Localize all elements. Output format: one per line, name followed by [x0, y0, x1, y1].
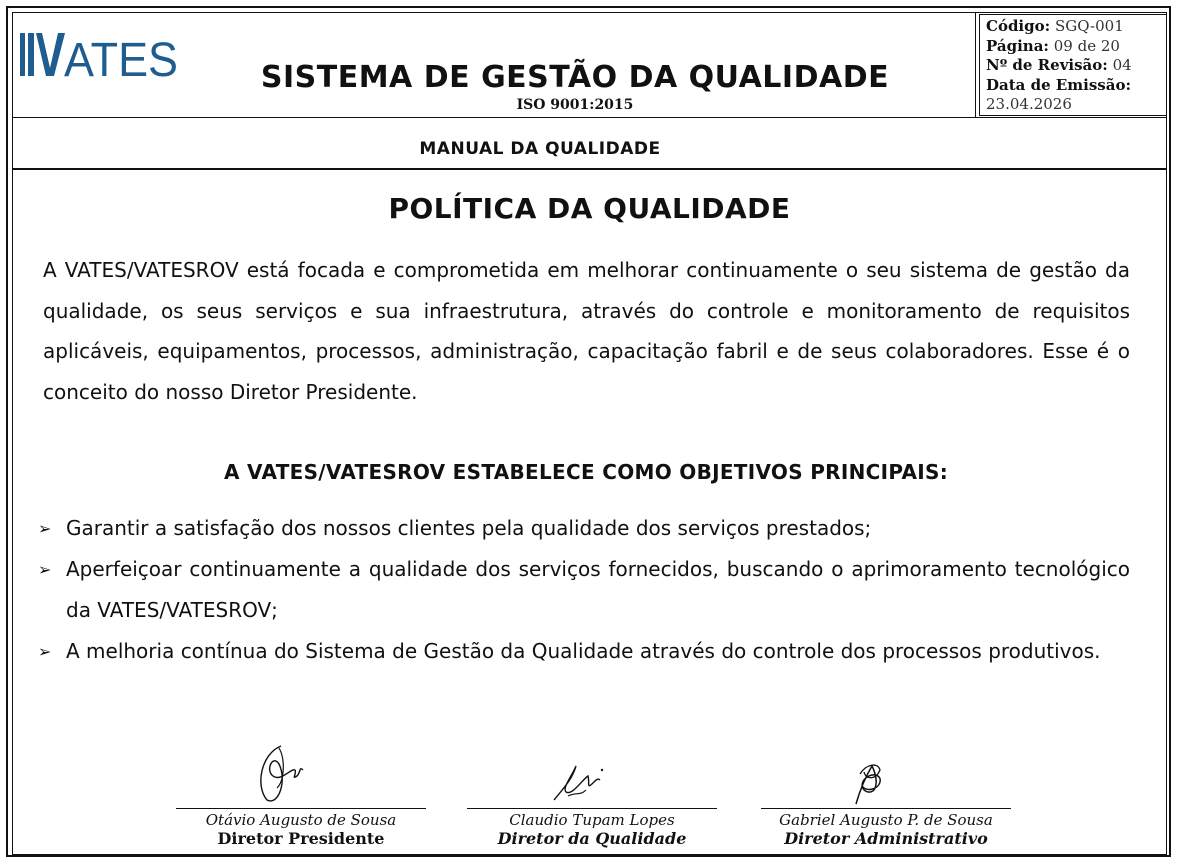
- handwritten-signature: [836, 740, 896, 808]
- policy-paragraph: A VATES/VATESROV está focada e comprometida em melhorar continuamente o seu sistema de gestão da qualidade, os seus serviços e sua infraestrutura, através do controle e monitoramento de requisitos aplicáveis, equipamentos, processos, administração, capacitação fabril e de seus colaboradores. Esse é o conceito do nosso Diretor Presidente.: [43, 258, 1130, 404]
- signature-block-quality: [467, 740, 717, 852]
- signer-name: Otávio Augusto de Sousa: [205, 811, 397, 829]
- arrow-bullet-icon: ➢: [38, 642, 52, 661]
- list-item: ➢ Aperfeiçoar continuamente a qualidade dos serviços fornecidos, buscando o aprimoramento tecnológico da VATES/VATESROV;: [38, 549, 1130, 631]
- objectives-title: A VATES/VATESROV ESTABELECE COMO OBJETIVOS PRINCIPAIS:: [224, 460, 948, 484]
- signature-line: [761, 808, 1011, 809]
- signature-line: [176, 808, 426, 809]
- system-title: SISTEMA DE GESTÃO DA QUALIDADE: [260, 60, 890, 95]
- signer-role: Diretor Administrativo: [784, 829, 988, 848]
- arrow-bullet-icon: ➢: [38, 519, 52, 538]
- signature-line: [467, 808, 717, 809]
- iso-standard: ISO 9001:2015: [516, 97, 634, 113]
- signature-block-president: [176, 740, 426, 852]
- signer-role: Diretor Presidente: [217, 829, 385, 848]
- meta-issue-date-value: 23.04.2026: [986, 95, 1072, 113]
- handwritten-signature: [251, 740, 311, 808]
- list-item: ➢ A melhoria contínua do Sistema de Gestão da Qualidade através do controle dos processos produtivos.: [38, 631, 1130, 672]
- handwritten-signature: [542, 740, 612, 808]
- signature-block-administrative: [761, 740, 1011, 852]
- meta-revision: Nº de Revisão: 04: [986, 56, 1132, 74]
- signer-name: Claudio Tupam Lopes: [509, 811, 675, 829]
- list-item: ➢ Garantir a satisfação dos nossos clientes pela qualidade dos serviços prestados;: [38, 508, 1130, 549]
- signer-role: Diretor da Qualidade: [497, 829, 687, 848]
- meta-code: Código: SGQ-001: [986, 17, 1124, 35]
- vates-logo: [20, 20, 180, 84]
- manual-title: MANUAL DA QUALIDADE: [419, 139, 661, 159]
- arrow-bullet-icon: ➢: [38, 560, 52, 579]
- objectives-list: [38, 508, 1130, 672]
- document-meta: [979, 14, 1166, 116]
- meta-page: Página: 09 de 20: [986, 36, 1120, 55]
- policy-title: POLÍTICA DA QUALIDADE: [388, 192, 791, 225]
- signer-name: Gabriel Augusto P. de Sousa: [779, 811, 993, 829]
- svg-text:ATES: ATES: [64, 34, 178, 84]
- meta-issue-date-label: Data de Emissão:: [986, 75, 1132, 94]
